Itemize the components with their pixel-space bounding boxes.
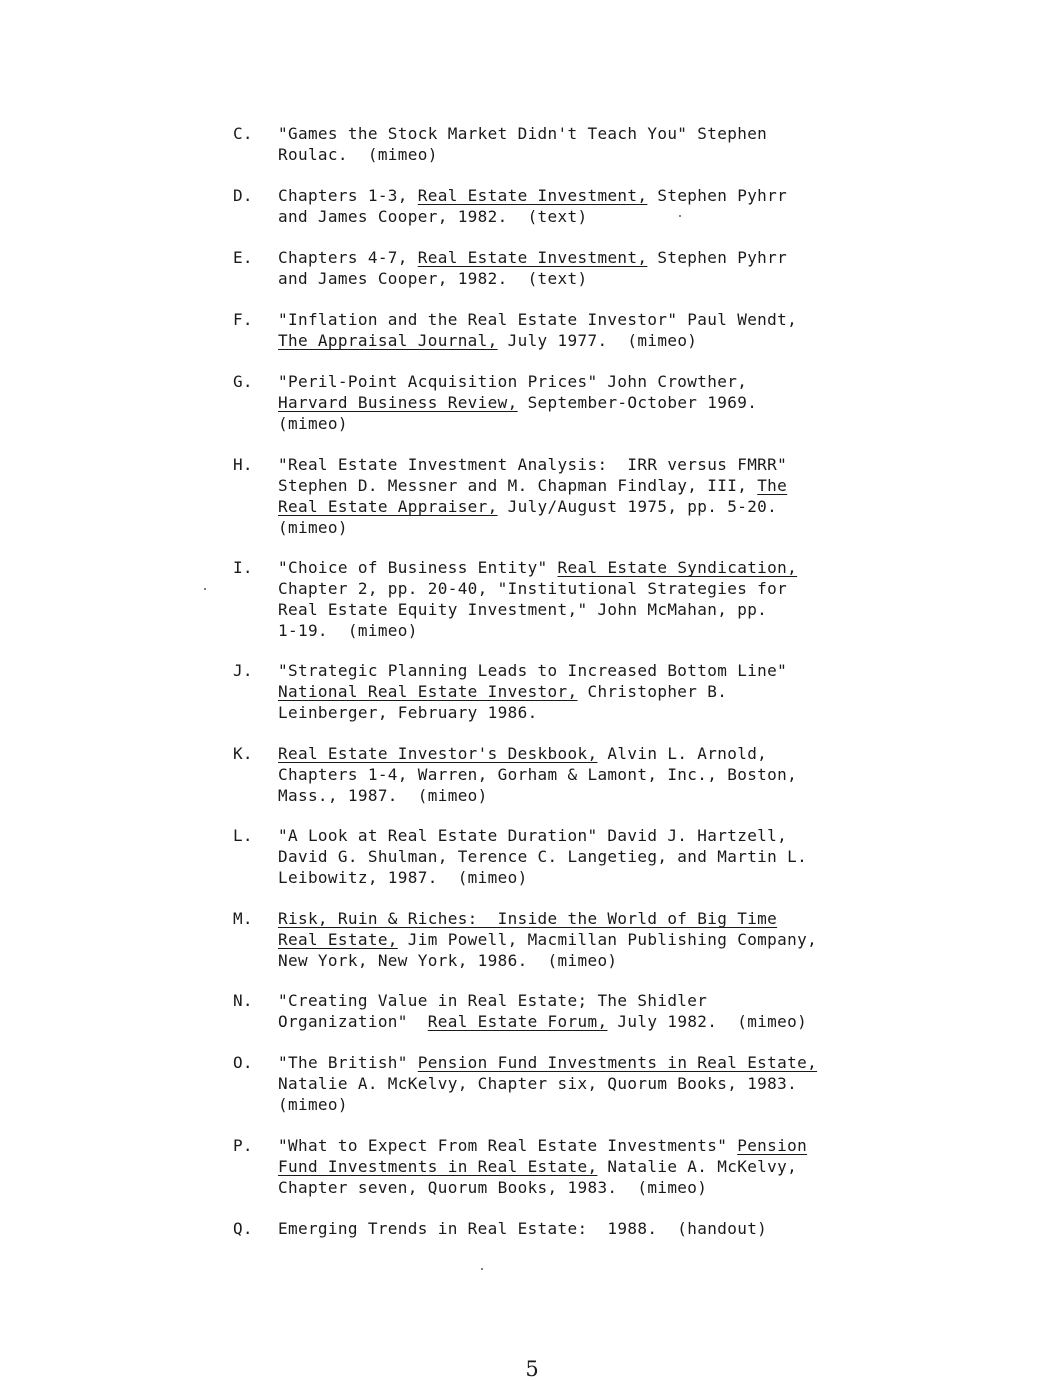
page-number: 5 [525, 1357, 539, 1381]
citation-text: (mimeo) [278, 518, 348, 537]
citation-text: "The British" [278, 1053, 418, 1072]
underlined-title: Real Estate Investment, [417, 186, 648, 205]
entry-letter: I. [233, 558, 253, 577]
entry-citation [278, 743, 868, 806]
citation-text: Leibowitz, 1987. (mimeo) [278, 868, 528, 887]
citation-text: and James Cooper, 1982. (text) [278, 207, 588, 226]
entry-citation [278, 660, 868, 723]
citation-text: Alvin L. Arnold, [597, 744, 768, 763]
entry-citation [278, 1135, 868, 1198]
citation-line [278, 1218, 868, 1239]
entry-citation [278, 247, 868, 289]
citation-line [278, 1052, 868, 1073]
citation-line [278, 309, 868, 330]
underlined-title: National Real Estate Investor, [278, 682, 578, 701]
underlined-title: Real Estate Forum, [427, 1012, 608, 1031]
citation-text: (mimeo) [278, 1095, 348, 1114]
underlined-title: Real Estate Investment, [417, 248, 648, 267]
entry-letter: F. [233, 310, 253, 329]
citation-line [278, 702, 868, 723]
entry-letter: E. [233, 248, 253, 267]
citation-line [278, 908, 868, 929]
citation-line [278, 413, 868, 434]
citation-line [278, 785, 868, 806]
citation-text: "Real Estate Investment Analysis: IRR versus FMRR" [278, 455, 788, 474]
entry-letter: D. [233, 186, 253, 205]
scan-speck [204, 588, 206, 590]
citation-text: July 1977. (mimeo) [497, 331, 698, 350]
entry-letter: L. [233, 826, 253, 845]
entry-citation [278, 825, 868, 888]
entry-letter: C. [233, 124, 253, 143]
citation-text: Natalie A. McKelvy, Chapter six, Quorum Books, 1983. [278, 1074, 798, 1093]
scan-speck [481, 1268, 483, 1270]
citation-text: "What to Expect From Real Estate Investments" [278, 1136, 738, 1155]
citation-text: Chapters 1-4, Warren, Gorham & Lamont, Inc., Boston, [278, 765, 798, 784]
citation-line [278, 206, 868, 227]
citation-line [278, 1156, 868, 1177]
citation-text: Mass., 1987. (mimeo) [278, 786, 488, 805]
citation-line [278, 330, 868, 351]
entry-citation [278, 990, 868, 1032]
citation-text: Leinberger, February 1986. [278, 703, 538, 722]
entry-letter: K. [233, 744, 253, 763]
citation-text: "Strategic Planning Leads to Increased Bottom Line" [278, 661, 788, 680]
citation-text: New York, New York, 1986. (mimeo) [278, 951, 618, 970]
entry-letter: P. [233, 1136, 253, 1155]
citation-text: and James Cooper, 1982. (text) [278, 269, 588, 288]
entry-letter: G. [233, 372, 253, 391]
citation-line [278, 1094, 868, 1115]
citation-line [278, 185, 868, 206]
citation-line [278, 496, 868, 517]
citation-line [278, 660, 868, 681]
citation-text: "Peril-Point Acquisition Prices" John Crowther, [278, 372, 748, 391]
entry-citation [278, 371, 868, 434]
citation-text: Stephen Pyhrr [647, 248, 788, 267]
scan-speck [679, 215, 681, 217]
citation-line [278, 454, 868, 475]
entry-citation [278, 557, 868, 641]
entry-citation [278, 908, 868, 971]
citation-line [278, 1011, 868, 1032]
citation-line [278, 268, 868, 289]
citation-line [278, 557, 868, 578]
citation-text: "A Look at Real Estate Duration" David J. Hartzell, [278, 826, 788, 845]
citation-text: Organization" [278, 1012, 428, 1031]
entry-citation [278, 1218, 868, 1239]
underlined-title: The Appraisal Journal, [278, 331, 498, 350]
citation-line [278, 392, 868, 413]
citation-line [278, 825, 868, 846]
citation-line [278, 743, 868, 764]
citation-text: Natalie A. McKelvy, [597, 1157, 798, 1176]
underlined-title: Real Estate, [278, 930, 398, 949]
entry-citation [278, 309, 868, 351]
citation-text: Roulac. (mimeo) [278, 145, 438, 164]
citation-text: July 1982. (mimeo) [607, 1012, 808, 1031]
citation-line [278, 620, 868, 641]
citation-text: "Inflation and the Real Estate Investor" Paul Wendt, [278, 310, 798, 329]
citation-line [278, 1135, 868, 1156]
underlined-title: Pension [737, 1136, 808, 1155]
entry-citation [278, 123, 868, 165]
citation-line [278, 929, 868, 950]
citation-text: Chapter 2, pp. 20-40, "Institutional Strategies for [278, 579, 788, 598]
entry-letter: J. [233, 661, 253, 680]
citation-text: Stephen Pyhrr [647, 186, 788, 205]
citation-line [278, 867, 868, 888]
citation-text: 1-19. (mimeo) [278, 621, 418, 640]
citation-line [278, 123, 868, 144]
citation-line [278, 578, 868, 599]
citation-text: Stephen D. Messner and M. Chapman Findlay, III, [278, 476, 758, 495]
citation-line [278, 1177, 868, 1198]
citation-line [278, 1073, 868, 1094]
citation-text: "Games the Stock Market Didn't Teach You" Stephen [278, 124, 768, 143]
citation-line [278, 599, 868, 620]
entry-citation [278, 185, 868, 227]
citation-text: September-October 1969. [517, 393, 758, 412]
citation-text: Real Estate Equity Investment," John McMahan, pp. [278, 600, 768, 619]
underlined-title: Fund Investments in Real Estate, [278, 1157, 598, 1176]
citation-text: "Creating Value in Real Estate; The Shidler [278, 991, 708, 1010]
underlined-title: The [757, 476, 788, 495]
citation-line [278, 681, 868, 702]
citation-text: "Choice of Business Entity" [278, 558, 558, 577]
entry-letter: O. [233, 1053, 253, 1072]
citation-line [278, 517, 868, 538]
citation-line [278, 247, 868, 268]
underlined-title: Harvard Business Review, [278, 393, 518, 412]
citation-text: David G. Shulman, Terence C. Langetieg, and Martin L. [278, 847, 808, 866]
citation-text: Christopher B. [577, 682, 728, 701]
entry-citation [278, 1052, 868, 1115]
citation-text: Chapter seven, Quorum Books, 1983. (mimeo) [278, 1178, 708, 1197]
underlined-title: Real Estate Appraiser, [278, 497, 498, 516]
entry-citation [278, 454, 868, 538]
citation-line [278, 475, 868, 496]
citation-line [278, 371, 868, 392]
entry-letter: N. [233, 991, 253, 1010]
citation-text: Chapters 1-3, [278, 186, 418, 205]
underlined-title: Risk, Ruin & Riches: Inside the World of Big Time [278, 909, 778, 928]
citation-line [278, 144, 868, 165]
underlined-title: Real Estate Syndication, [557, 558, 798, 577]
entry-letter: M. [233, 909, 253, 928]
citation-line [278, 990, 868, 1011]
entry-letter: H. [233, 455, 253, 474]
citation-text: July/August 1975, pp. 5-20. [497, 497, 778, 516]
citation-text: Emerging Trends in Real Estate: 1988. (handout) [278, 1219, 768, 1238]
citation-line [278, 764, 868, 785]
underlined-title: Real Estate Investor's Deskbook, [278, 744, 598, 763]
citation-text: Jim Powell, Macmillan Publishing Company, [397, 930, 818, 949]
citation-line [278, 846, 868, 867]
entry-letter: Q. [233, 1219, 253, 1238]
underlined-title: Pension Fund Investments in Real Estate, [417, 1053, 818, 1072]
citation-line [278, 950, 868, 971]
citation-text: (mimeo) [278, 414, 348, 433]
citation-text: Chapters 4-7, [278, 248, 418, 267]
